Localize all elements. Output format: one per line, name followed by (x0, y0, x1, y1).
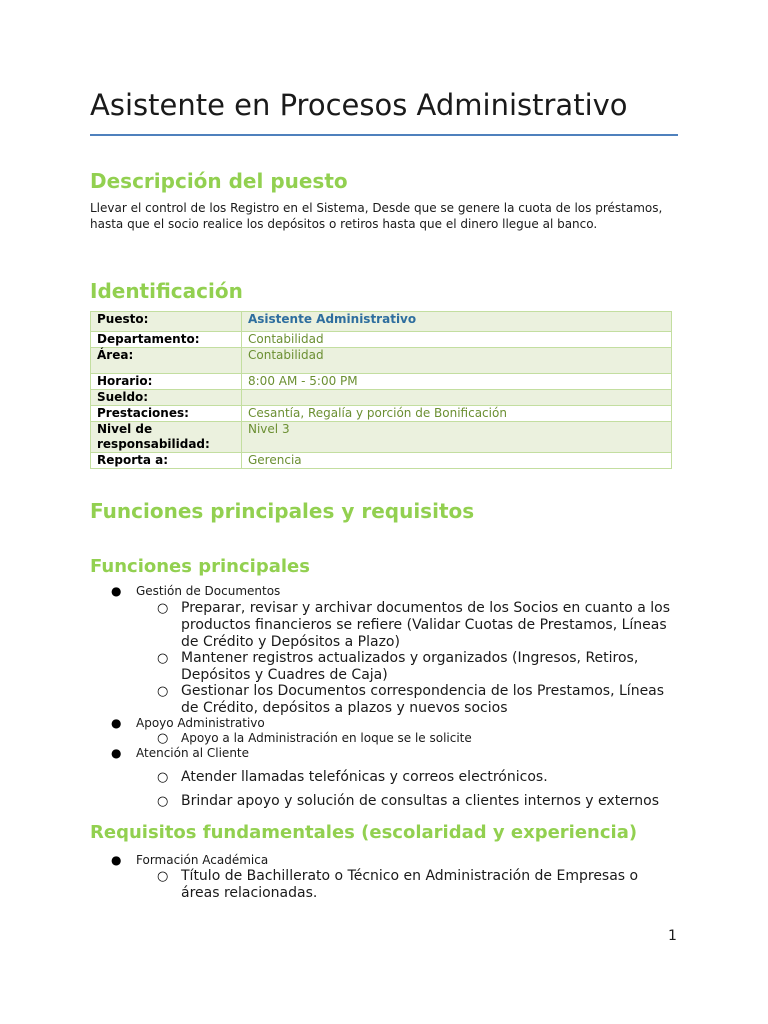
circle-bullet-icon: ○ (157, 869, 169, 884)
group-label: Apoyo Administrativo (136, 716, 265, 730)
bullet-icon: ● (111, 746, 122, 760)
description-heading: Descripción del puesto (90, 169, 348, 193)
list-item (111, 746, 250, 761)
identification-heading: Identificación (90, 279, 243, 303)
circle-bullet-icon: ○ (157, 684, 169, 699)
table-row (91, 332, 672, 348)
identification-table (90, 311, 672, 469)
table-row (91, 422, 672, 453)
table-row (91, 312, 672, 332)
circle-bullet-icon: ○ (157, 770, 169, 785)
row-value: Asistente Administrativo (242, 312, 672, 332)
list-item (157, 650, 677, 684)
item-text: Mantener registros actualizados y organizados (Ingresos, Retiros, Depósitos y Cuadres de Caja) (181, 650, 639, 683)
row-value (242, 390, 672, 406)
row-value: 8:00 AM - 5:00 PM (242, 374, 672, 390)
group-label: Atención al Cliente (136, 746, 250, 760)
circle-bullet-icon: ○ (157, 794, 169, 809)
bullet-icon: ● (111, 584, 122, 598)
row-key: Prestaciones: (91, 406, 242, 422)
row-value: Cesantía, Regalía y porción de Bonificación (242, 406, 672, 422)
page-number: 1 (668, 928, 677, 944)
row-key: Horario: (91, 374, 242, 390)
requirements-heading: Requisitos fundamentales (escolaridad y experiencia) (90, 822, 638, 843)
functions-subheading: Funciones principales (90, 556, 310, 577)
list-item (157, 868, 677, 902)
item-text: Apoyo a la Administración en loque se le solicite (181, 731, 472, 745)
row-key: Puesto: (91, 312, 242, 332)
table-row (91, 406, 672, 422)
circle-bullet-icon: ○ (157, 731, 169, 746)
item-text: Atender llamadas telefónicas y correos electrónicos. (181, 769, 548, 785)
item-text: Título de Bachillerato o Técnico en Administración de Empresas o áreas relacionadas. (181, 868, 639, 901)
table-row (91, 374, 672, 390)
table-row (91, 348, 672, 374)
list-item (157, 731, 677, 746)
row-key: Área: (91, 348, 242, 374)
list-item (157, 769, 677, 786)
document-title: Asistente en Procesos Administrativo (90, 88, 628, 122)
title-underline (90, 134, 678, 136)
row-value: Gerencia (242, 453, 672, 469)
table-row (91, 453, 672, 469)
item-text: Brindar apoyo y solución de consultas a clientes internos y externos (181, 793, 660, 809)
description-text: Llevar el control de los Registro en el Sistema, Desde que se genere la cuota de los préstamos, hasta que el socio realice los depósitos o retiros hasta que el dinero llegue al banco. (90, 201, 663, 231)
table-row (91, 390, 672, 406)
list-item (111, 853, 269, 868)
list-item (157, 600, 677, 651)
row-value: Contabilidad (242, 332, 672, 348)
item-text: Gestionar los Documentos correspondencia de los Prestamos, Líneas de Crédito, depósitos a plazos y nuevos socios (181, 683, 665, 716)
group-label: Formación Académica (136, 853, 269, 867)
bullet-icon: ● (111, 853, 122, 867)
circle-bullet-icon: ○ (157, 651, 169, 666)
functions-heading: Funciones principales y requisitos (90, 499, 475, 523)
row-key: Reporta a: (91, 453, 242, 469)
bullet-icon: ● (111, 716, 122, 730)
list-item (157, 793, 677, 810)
row-value: Nivel 3 (242, 422, 672, 453)
list-item (111, 584, 281, 599)
row-value: Contabilidad (242, 348, 672, 374)
circle-bullet-icon: ○ (157, 601, 169, 616)
row-key: Sueldo: (91, 390, 242, 406)
list-item (157, 683, 677, 717)
group-label: Gestión de Documentos (136, 584, 281, 598)
list-item (111, 716, 265, 731)
row-key: Nivel de responsabilidad: (91, 422, 242, 453)
item-text: Preparar, revisar y archivar documentos de los Socios en cuanto a los productos financieros se refiere (Validar Cuotas de Prestamos, Líneas de Crédito y Depósitos a Plazo) (181, 600, 671, 650)
row-key: Departamento: (91, 332, 242, 348)
